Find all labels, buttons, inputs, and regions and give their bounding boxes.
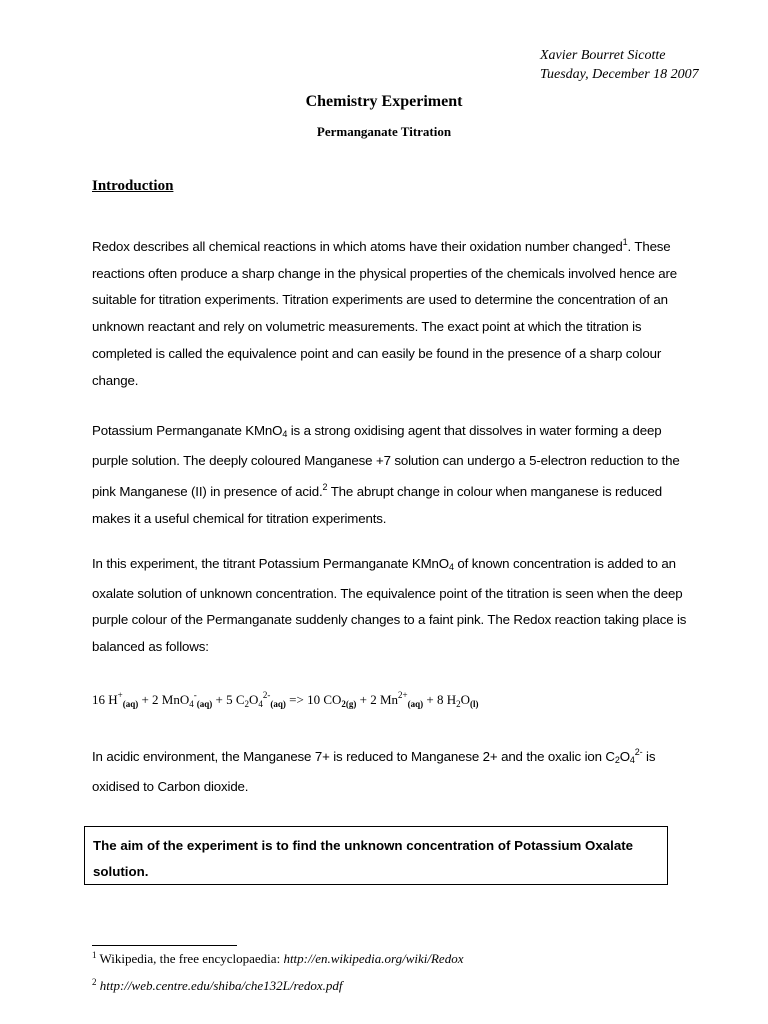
paragraph-experiment (92, 551, 692, 661)
paragraph-text: Potassium Permanganate KMnO (92, 423, 283, 438)
subscript: 4 (449, 562, 454, 572)
paragraph-redox (92, 229, 692, 394)
eq-text: + 5 C (212, 692, 245, 707)
aim-statement-box (84, 826, 668, 885)
eq-sub: (aq) (196, 699, 213, 709)
eq-sup: 2- (262, 690, 271, 700)
paragraph-text: Redox describes all chemical reactions in which atoms have their oxidation number changed (92, 239, 623, 254)
eq-text: 16 H (92, 692, 118, 707)
paragraph-text: is a strong oxidising agent that dissolves in water forming a deep purple solution. The deeply coloured Manganese +7 solution can undergo a 5-electron reduction to the pink Manganese (II) in presence of acid. (92, 423, 680, 500)
section-heading-introduction: Introduction (92, 178, 174, 194)
paragraph-oxidation (92, 739, 692, 800)
footnote-ref-2: 2 (322, 482, 328, 493)
eq-text: O (460, 692, 470, 707)
author-name: Xavier Bourret Sicotte (540, 48, 666, 63)
document-date: Tuesday, December 18 2007 (540, 67, 699, 82)
footnote-link[interactable]: http://en.wikipedia.org/wiki/Redox (283, 951, 464, 966)
eq-sub: (aq) (122, 699, 139, 709)
footnote-2 (92, 977, 343, 994)
eq-text: O (249, 692, 259, 707)
eq-sub: 2 (244, 699, 250, 709)
paragraph-text: is oxidised to Carbon dioxide. (92, 749, 656, 794)
document-title: Chemistry Experiment (305, 93, 463, 110)
eq-sub: (l) (469, 699, 479, 709)
eq-sup: - (193, 690, 197, 700)
eq-sub: (aq) (270, 699, 286, 709)
eq-text: => 10 CO (285, 692, 342, 707)
eq-sub: 4 (258, 699, 263, 709)
superscript: 2- (634, 747, 643, 757)
document-subtitle: Permanganate Titration (316, 124, 452, 139)
subscript: 4 (629, 755, 635, 765)
footnote-link[interactable]: http://web.centre.edu/shiba/che132L/redox.pdf (99, 978, 343, 993)
author-block (540, 46, 699, 84)
subscript: 4 (282, 429, 288, 439)
footnote-number: 2 (92, 977, 97, 987)
paragraph-text: In acidic environment, the Manganese 7+ is reduced to Manganese 2+ and the oxalic ion C (92, 749, 615, 764)
eq-text: + 2 MnO (138, 692, 190, 707)
paragraph-text: O (619, 749, 630, 764)
eq-text: + 2 Mn (356, 692, 399, 707)
eq-sup: + (117, 690, 123, 700)
eq-sub: 2(g) (341, 699, 357, 709)
footnote-number: 1 (92, 950, 97, 960)
paragraph-text: In this experiment, the titrant Potassium Permanganate KMnO (92, 556, 449, 571)
footnote-divider (92, 945, 237, 946)
eq-sub: 2 (456, 699, 461, 709)
redox-equation (92, 690, 478, 709)
eq-text: + 8 H (423, 692, 457, 707)
paragraph-text: of known concentration is added to an oxalate solution of unknown concentration. The equivalence point of the titration is seen when the deep purple colour of the Permanganate suddenly changes to a faint pink. The Redox reaction taking place is balanced as follows: (92, 556, 687, 655)
paragraph-text: . These reactions often produce a sharp change in the physical properties of the chemicals involved hence are suitable for titration experiments. Titration experiments are used to determine the concentration of an unknown reactant and rely on volumetric measurements. The exact point at which the titration is completed is called the equivalence point and can easily be found in the presence of a sharp colour change. (92, 239, 678, 388)
footnote-1 (92, 950, 463, 967)
footnote-ref-1: 1 (622, 237, 628, 247)
footnote-text: Wikipedia, the free encyclopaedia: (96, 951, 284, 966)
aim-statement: The aim of the experiment is to find the unknown concentration of Potassium Oxalate solution. (93, 838, 634, 879)
eq-sup: 2+ (398, 690, 408, 700)
subscript: 2 (614, 755, 620, 765)
paragraph-permanganate (92, 418, 692, 533)
eq-sub: 4 (189, 699, 194, 709)
paragraph-text: The abrupt change in colour when manganese is reduced makes it a useful chemical for titration experiments. (92, 484, 663, 527)
eq-sub: (aq) (407, 699, 424, 709)
